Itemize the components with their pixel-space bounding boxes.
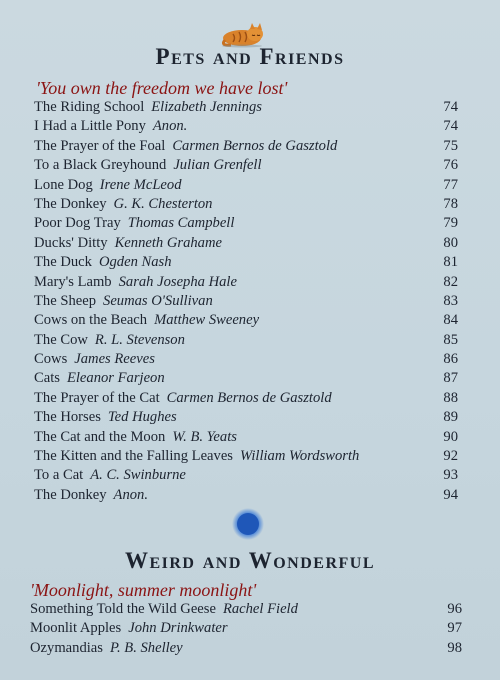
contents-entry[interactable]	[0, 486, 500, 505]
poem-author: Anon.	[152, 118, 188, 135]
poem-title: The Cat and the Moon	[34, 428, 166, 445]
poem-title: The Kitten and the Falling Leaves	[34, 448, 233, 465]
page-number: 96	[447, 601, 462, 617]
page-number: 88	[443, 389, 458, 406]
page-number: 97	[447, 620, 462, 637]
contents-entry[interactable]	[0, 253, 500, 272]
poem-author: Carmen Bernos de Gasztold	[166, 389, 332, 406]
page-number: 89	[443, 409, 458, 426]
contents-entry[interactable]	[0, 600, 500, 619]
poem-author: A. C. Swinburne	[90, 467, 186, 484]
poem-title: The Riding School	[34, 99, 145, 115]
contents-entry[interactable]	[0, 195, 500, 214]
poem-title: Cows on the Beach	[34, 312, 148, 329]
poem-author: R. L. Stevenson	[94, 331, 185, 348]
poem-title: The Horses	[34, 409, 101, 426]
page-number: 78	[443, 195, 458, 212]
poem-title: The Duck	[34, 254, 92, 271]
contents-entry[interactable]	[0, 311, 500, 330]
contents-entry[interactable]	[0, 292, 500, 311]
contents-entry[interactable]	[0, 117, 500, 136]
section-quote: 'Moonlight, summer moonlight'	[30, 580, 257, 600]
poem-title: To a Black Greyhound	[34, 157, 167, 174]
poem-author: Elizabeth Jennings	[151, 99, 262, 115]
page-number: 80	[443, 234, 458, 251]
contents-entry[interactable]	[0, 273, 500, 292]
poem-author: Rachel Field	[222, 601, 298, 617]
poem-title: The Donkey	[34, 486, 107, 503]
contents-entry[interactable]	[0, 137, 500, 156]
page-number: 75	[443, 137, 458, 154]
page-number: 94	[443, 486, 458, 503]
page-number: 93	[443, 467, 458, 484]
poem-title: To a Cat	[34, 467, 84, 484]
poem-author: Carmen Bernos de Gasztold	[172, 137, 338, 154]
page-number: 84	[443, 312, 458, 329]
poem-author: Matthew Sweeney	[154, 312, 260, 329]
poem-author: Ted Hughes	[107, 409, 177, 426]
contents-entry[interactable]	[0, 156, 500, 175]
page-number: 83	[443, 292, 458, 309]
poem-title: Something Told the Wild Geese	[30, 601, 216, 617]
poem-author: William Wordsworth	[239, 448, 360, 465]
poem-title: I Had a Little Pony	[34, 118, 146, 135]
page-number: 98	[447, 639, 462, 656]
contents-entry[interactable]	[0, 234, 500, 253]
page-number: 77	[443, 176, 458, 193]
poem-author: Irene McLeod	[99, 176, 182, 193]
section-quote: 'You own the freedom we have lost'	[36, 78, 288, 98]
poem-title: The Sheep	[34, 292, 97, 309]
page-number: 81	[443, 254, 458, 271]
poem-title: Ozymandias	[30, 639, 103, 656]
poem-title: The Donkey	[34, 195, 107, 212]
page-number: 82	[443, 273, 458, 290]
contents-entry[interactable]	[0, 389, 500, 408]
poem-title: The Prayer of the Foal	[34, 137, 166, 154]
poem-author: Sarah Josepha Hale	[118, 273, 237, 290]
contents-entry[interactable]	[0, 619, 500, 638]
poem-author: Seumas O'Sullivan	[103, 292, 213, 309]
section-title-pets-and-friends: Pets and Friends	[155, 44, 345, 69]
contents-entry[interactable]	[0, 331, 500, 350]
contents-entry[interactable]	[0, 369, 500, 388]
poem-title: Poor Dog Tray	[34, 215, 121, 232]
page-number: 79	[443, 215, 458, 232]
poem-author: James Reeves	[74, 351, 155, 368]
poem-author: Ogden Nash	[98, 254, 172, 271]
poem-author: Eleanor Farjeon	[66, 370, 165, 387]
poem-author: P. B. Shelley	[109, 639, 183, 656]
poem-author: Kenneth Grahame	[114, 234, 222, 251]
poem-title: Lone Dog	[34, 176, 93, 193]
page-number: 90	[443, 428, 458, 445]
poem-author: G. K. Chesterton	[113, 195, 213, 212]
poem-title: Cats	[34, 370, 60, 387]
page-number: 87	[443, 370, 458, 387]
page-number: 85	[443, 331, 458, 348]
poem-title: The Cow	[34, 331, 88, 348]
contents-entry[interactable]	[0, 447, 500, 466]
contents-entry[interactable]	[0, 639, 500, 658]
poem-author: W. B. Yeats	[172, 428, 237, 445]
section-title-weird-and-wonderful: Weird and Wonderful	[124, 548, 376, 573]
poem-title: Moonlit Apples	[30, 620, 122, 637]
poem-title: Ducks' Ditty	[34, 234, 108, 251]
contents-entry[interactable]	[0, 176, 500, 195]
contents-entry[interactable]	[0, 350, 500, 369]
page-number: 74	[443, 99, 458, 115]
poem-author: Julian Grenfell	[173, 157, 262, 174]
contents-list-pets-and-friends	[0, 98, 500, 505]
page-number: 76	[443, 157, 458, 174]
poem-author: Anon.	[113, 486, 149, 503]
contents-entry[interactable]	[0, 98, 500, 117]
page-number: 86	[443, 351, 458, 368]
page-number: 92	[443, 448, 458, 465]
contents-entry[interactable]	[0, 428, 500, 447]
poem-author: John Drinkwater	[128, 620, 228, 637]
contents-entry[interactable]	[0, 408, 500, 427]
contents-entry[interactable]	[0, 466, 500, 485]
poem-title: Mary's Lamb	[34, 273, 112, 290]
crescent-moon-icon	[231, 507, 265, 541]
poem-title: Cows	[34, 351, 68, 368]
poem-author: Thomas Campbell	[127, 215, 235, 232]
contents-entry[interactable]	[0, 214, 500, 233]
contents-list-weird-and-wonderful	[0, 600, 500, 658]
page-number: 74	[443, 118, 458, 135]
poem-title: The Prayer of the Cat	[34, 389, 160, 406]
